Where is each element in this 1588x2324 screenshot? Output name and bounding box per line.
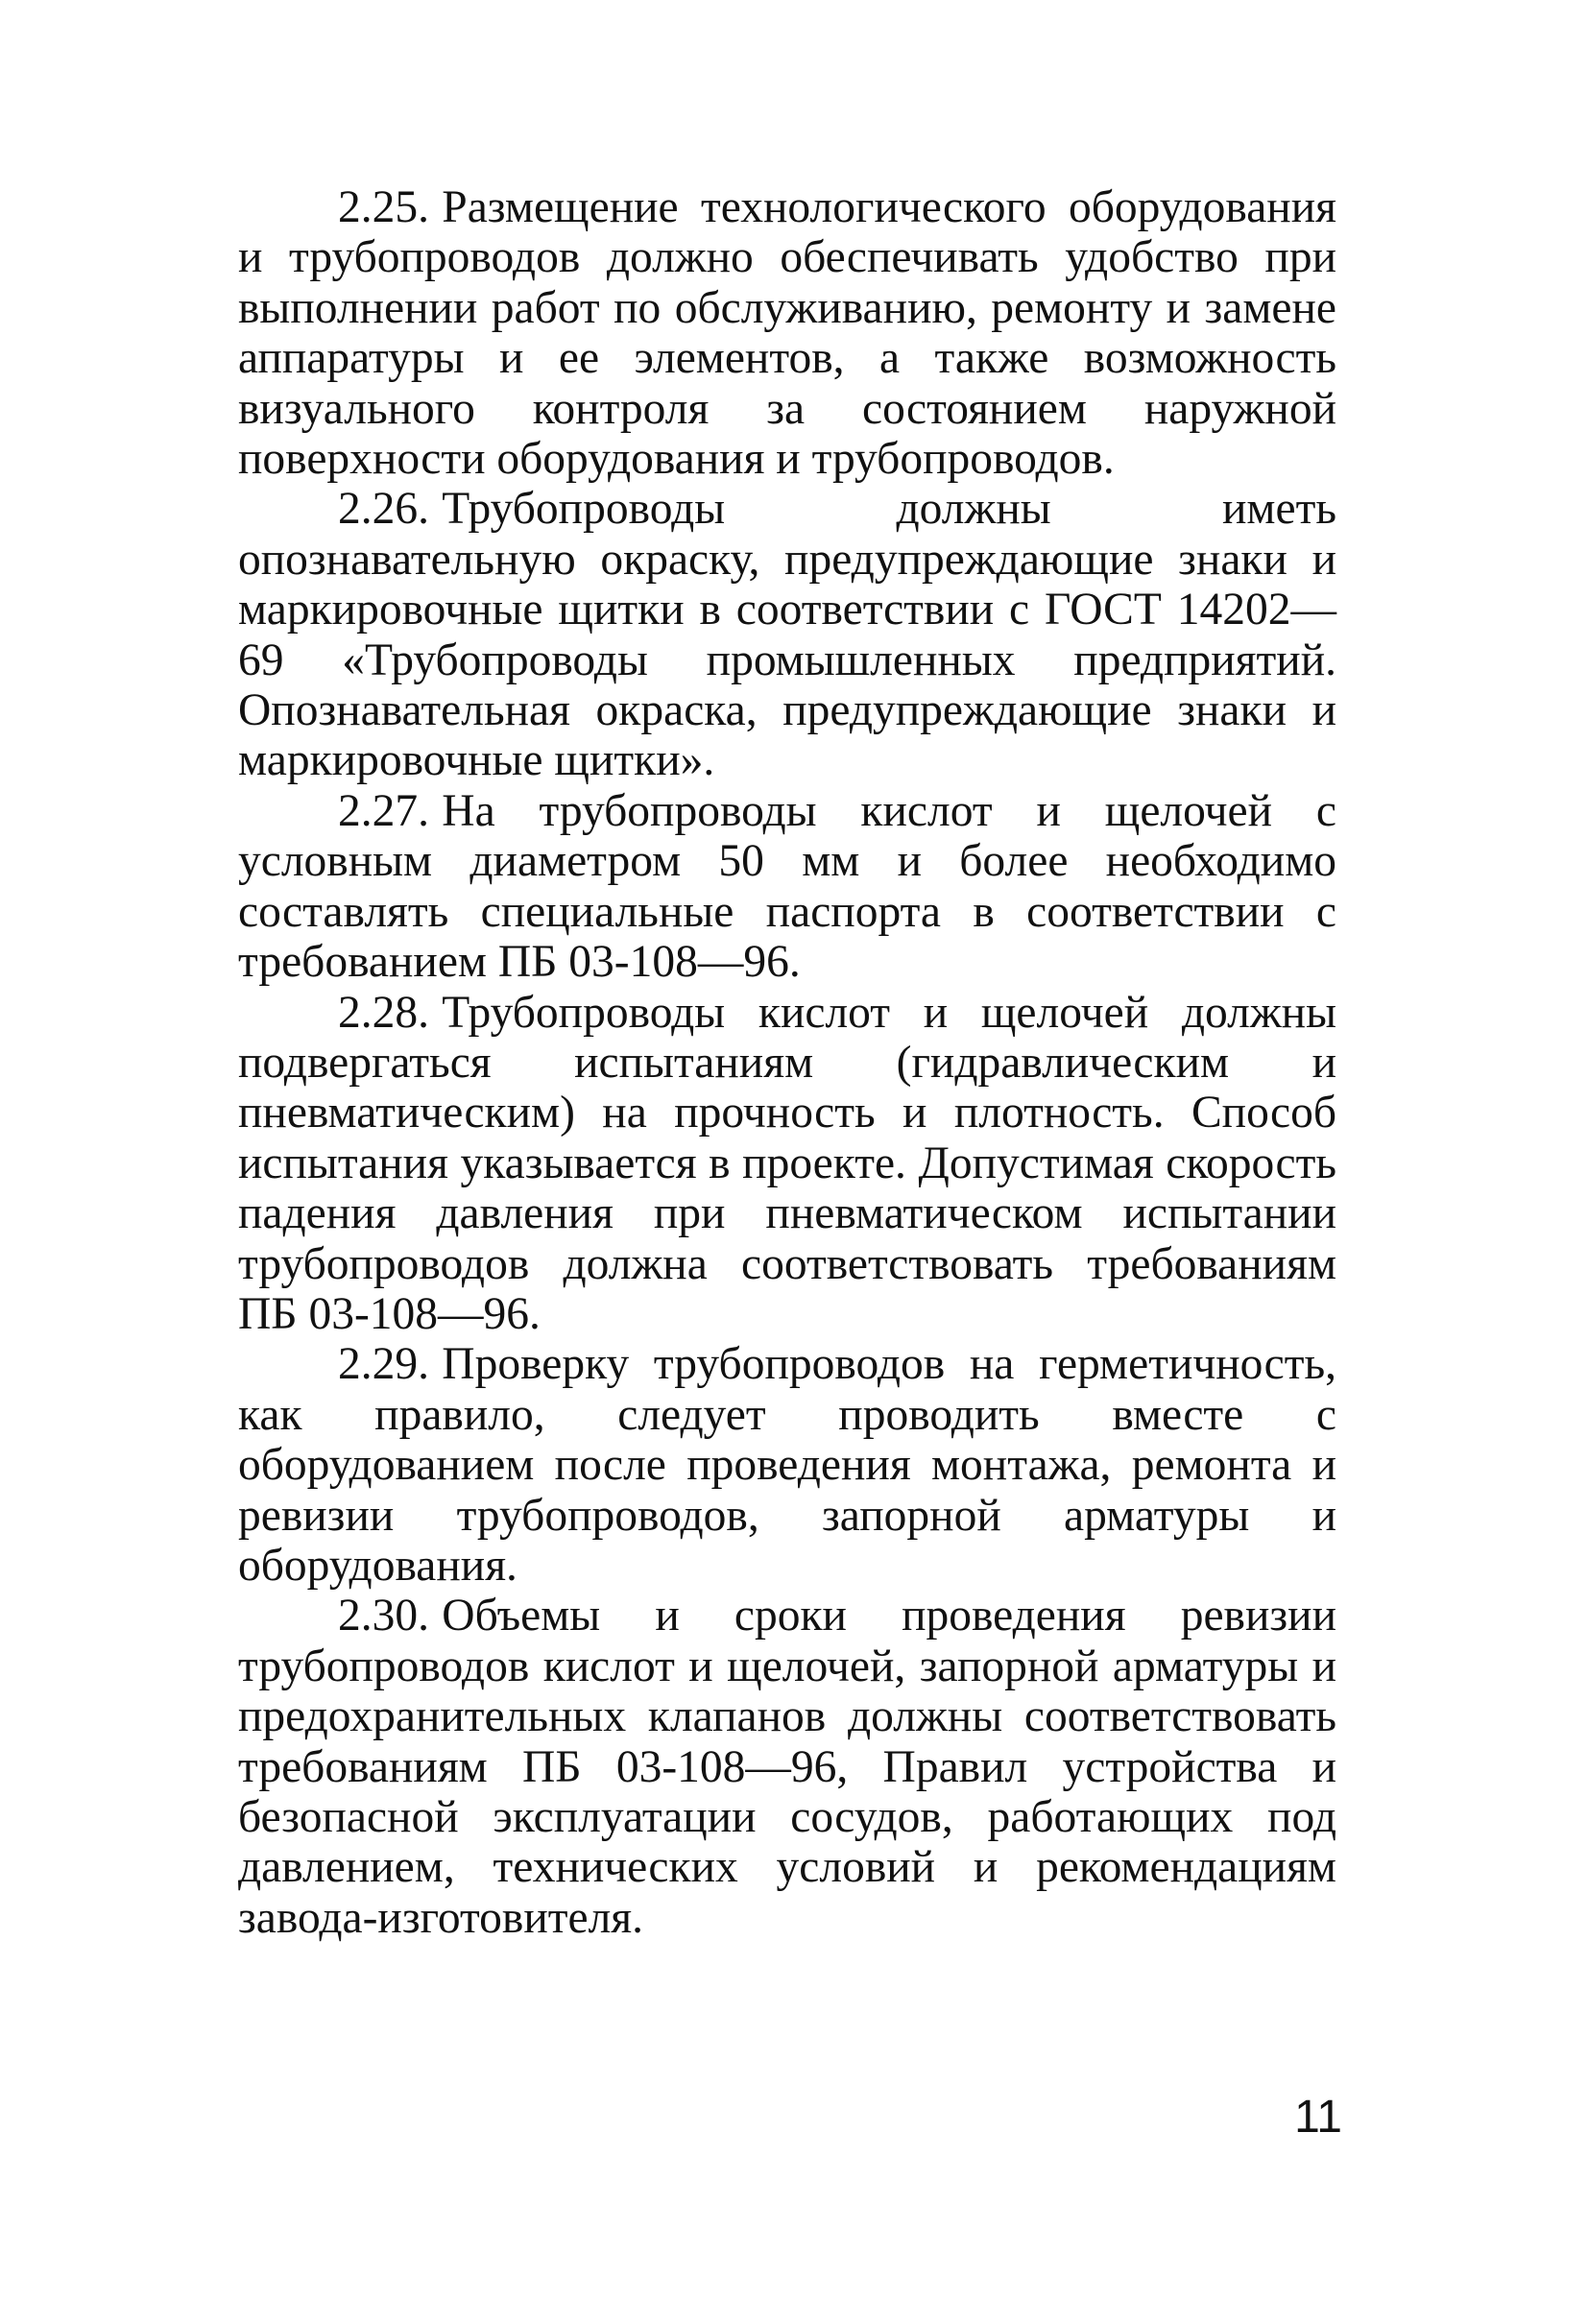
page-number: 11	[1294, 2092, 1342, 2143]
paragraph-text: На трубопроводы кислот и щелочей с условным диаметром 50 мм и более необходимо составлять специальные паспорта в соответствии с требованием ПБ 03-108—96.	[238, 785, 1336, 988]
paragraph-2-29	[238, 1339, 1336, 1591]
paragraph-2-27	[238, 786, 1336, 988]
paragraph-text: Объемы и сроки проведения ревизии трубопроводов кислот и щелочей, запорной арматуры и предохранительных клапанов должны соответствовать требованиям ПБ 03-108—96, Правил устройства и безопасной эксплуатации сосудов, работающих под давлением, технических условий и рекомендациям завода-изготовителя.	[238, 1591, 1336, 1943]
paragraph-number: 2.27.	[338, 785, 429, 836]
paragraph-text: Проверку трубопроводов на герметичность, как правило, следует проводить вместе с оборудованием после проведения монтажа, ремонта и ревизии трубопроводов, запорной арматуры и оборудования.	[238, 1339, 1336, 1591]
paragraph-number: 2.25.	[338, 182, 429, 232]
paragraph-number: 2.29.	[338, 1339, 429, 1390]
document-page-body	[238, 182, 1336, 1943]
paragraph-number: 2.30.	[338, 1591, 429, 1641]
paragraph-number: 2.28.	[338, 987, 429, 1038]
paragraph-number: 2.26.	[338, 484, 429, 535]
paragraph-text: Размещение технологического оборудования и трубопроводов должно обеспечивать удобство при выполнении работ по обслуживанию, ремонту и замене аппаратуры и ее элементов, а также возможность визуального контроля за состоянием наружной поверхности оборудования и трубопроводов.	[238, 182, 1336, 485]
paragraph-2-30	[238, 1591, 1336, 1943]
paragraph-text: Трубопроводы кислот и щелочей должны подвергаться испытаниям (гидравлическим и пневматическим) на прочность и плотность. Способ испытания указывается в проекте. Допустимая скорость падения давления при пневматическом испытании трубопроводов должна соответствовать требованиям ПБ 03-108—96.	[238, 987, 1336, 1339]
paragraph-2-28	[238, 988, 1336, 1340]
paragraph-2-25	[238, 182, 1336, 484]
paragraph-text: Трубопроводы должны иметь опознавательную окраску, предупреждающие знаки и маркировочные щитки в соответствии с ГОСТ 14202—69 «Трубопроводы промышленных предприятий. Опознавательная окраска, предупреждающие знаки и маркировочные щитки».	[238, 484, 1336, 786]
paragraph-2-26	[238, 484, 1336, 785]
